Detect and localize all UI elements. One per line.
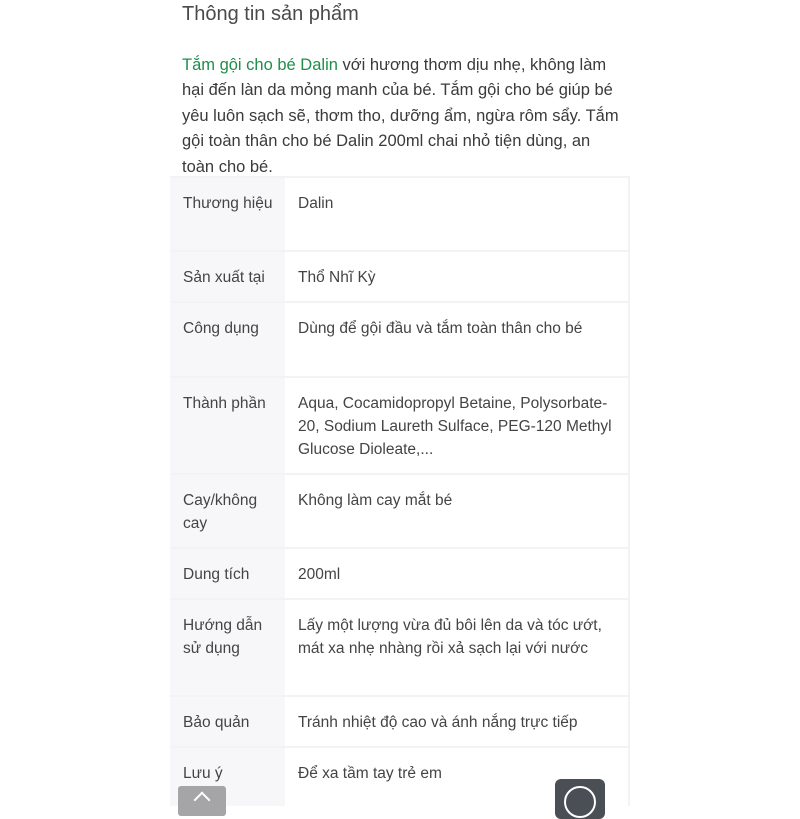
chat-icon [564,786,596,818]
spec-value: Thổ Nhĩ Kỳ [285,250,630,301]
spec-value: Để xa tầm tay trẻ em [285,746,630,806]
table-row [170,547,630,598]
spec-label: Công dụng [170,301,285,376]
spec-label: Sản xuất tại [170,250,285,301]
table-row [170,301,630,376]
spec-label: Hướng dẫn sử dụng [170,598,285,695]
spec-label: Dung tích [170,547,285,598]
table-row [170,376,630,473]
spec-value: Không làm cay mắt bé [285,473,630,547]
product-description [182,53,622,181]
spec-value: Lấy một lượng vừa đủ bôi lên da và tóc ướt, mát xa nhẹ nhàng rồi xả sạch lại với nước [285,598,630,695]
arrow-up-icon [194,792,211,809]
table-row [170,473,630,547]
product-brand-link[interactable]: Tắm gội cho bé Dalin [182,55,338,74]
spec-value: 200ml [285,547,630,598]
table-row [170,176,630,250]
spec-value: Aqua, Cocamidopropyl Betaine, Polysorbate-20, Sodium Laureth Sulface, PEG-120 Methyl Glucose Dioleate,... [285,376,630,473]
spec-label: Lưu ý [170,746,285,806]
spec-label: Thành phần [170,376,285,473]
spec-table [170,176,630,806]
section-title: Thông tin sản phẩm [182,3,359,25]
spec-label: Thương hiệu [170,176,285,250]
chat-button[interactable] [555,779,605,819]
spec-label: Cay/không cay [170,473,285,547]
spec-value: Dùng để gội đầu và tắm toàn thân cho bé [285,301,630,376]
table-row [170,598,630,695]
spec-value: Dalin [285,176,630,250]
scroll-to-top-button[interactable] [178,786,226,816]
product-description-text: với hương thơm dịu nhẹ, không làm hại đến làn da mỏng manh của bé. Tắm gội cho bé giúp bé yêu luôn sạch sẽ, thơm tho, dưỡng ẩm, ngừa rôm sẩy. Tắm gội toàn thân cho bé Dalin 200ml chai nhỏ tiện dùng, an toàn cho bé. [182,55,619,176]
spec-value: Tránh nhiệt độ cao và ánh nắng trực tiếp [285,695,630,746]
table-row [170,695,630,746]
spec-label: Bảo quản [170,695,285,746]
product-info-panel [170,0,630,800]
table-row [170,250,630,301]
